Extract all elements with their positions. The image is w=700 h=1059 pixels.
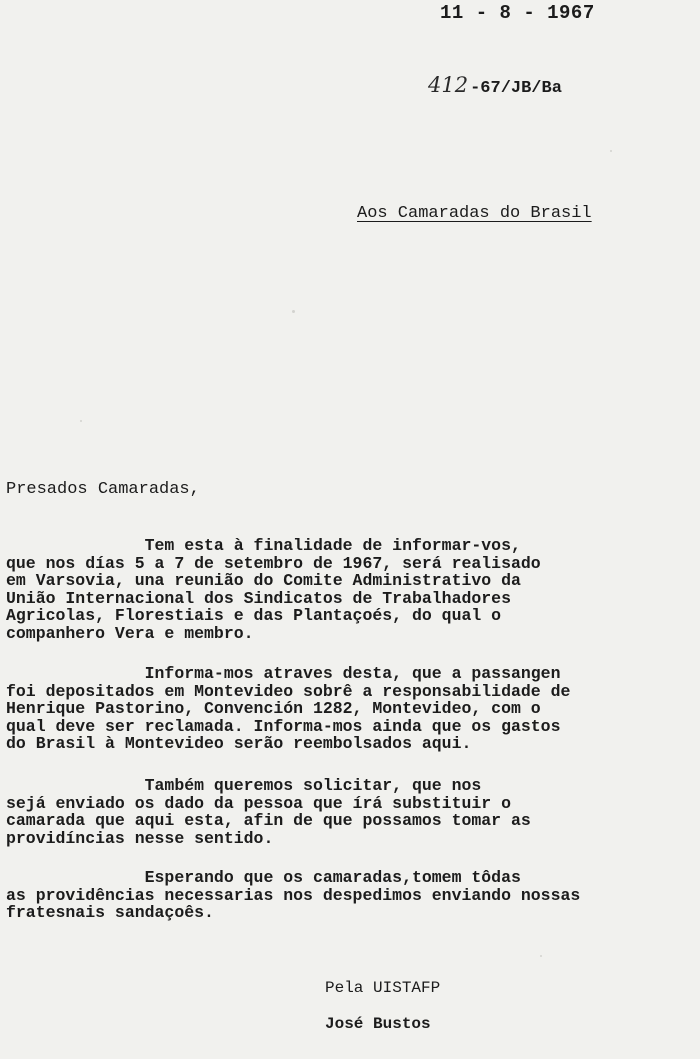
paragraph-line: União Internacional dos Sindicatos de Trabalhadores (6, 588, 511, 608)
paragraph-line: Agricolas, Florestiais e das Plantaçoés, do qual o (6, 606, 502, 625)
paragraph-line: providíncias nesse sentido. (6, 828, 274, 848)
paragraph-line: foi depositados em Montevideo sobrê a responsabilidade de (6, 681, 571, 701)
addressee-line: Aos Camaradas do Brasil (357, 204, 592, 223)
paragraph-3 (6, 777, 696, 847)
paragraph-line: Tem esta à finalidade de informar-vos, (6, 536, 521, 555)
letter-date: 11 - 8 - 1967 (440, 2, 595, 24)
paragraph-line: Também queremos solicitar, que nos (6, 776, 482, 795)
reference-number (428, 73, 562, 98)
signature-name: José Bustos (325, 1015, 431, 1033)
signature-organization: Pela UISTAFP (325, 979, 441, 997)
paper-speckle (610, 150, 612, 152)
paragraph-line: Informa-mos atraves desta, que a passangen (6, 664, 561, 683)
paragraph-line: Esperando que os camaradas,tomem tôdas (6, 868, 521, 887)
paragraph-2 (6, 665, 696, 753)
paragraph-line: as providências necessarias nos despedimos enviando nossas (6, 885, 581, 905)
paragraph-line: camarada que aqui esta, afin de que possamos tomar as (6, 811, 531, 830)
paragraph-line: que nos días 5 a 7 de setembro de 1967, será realisado (6, 553, 541, 573)
typed-reference: -67/JB/Ba (470, 79, 562, 98)
paragraph-line: Henrique Pastorino, Convención 1282, Montevideo, com o (6, 699, 541, 718)
paragraph-4 (6, 869, 696, 922)
paragraph-line: em Varsovia, una reunião do Comite Administrativo da (6, 571, 521, 590)
paragraph-line: qual deve ser reclamada. Informa-mos ainda que os gastos (6, 716, 561, 736)
paragraph-line: fratesnais sandaçoês. (6, 903, 214, 922)
paper-speckle (80, 420, 82, 422)
handwritten-reference: 412 (428, 73, 469, 97)
paper-speckle (540, 955, 542, 957)
salutation: Presados Camaradas, (6, 480, 200, 499)
paragraph-line: companhero Vera e membro. (6, 623, 254, 643)
paper-speckle (292, 310, 295, 313)
paragraph-line: sejá enviado os dado da pessoa que írá substituir o (6, 793, 511, 813)
paragraph-line: do Brasil à Montevideo serão reembolsados aqui. (6, 734, 472, 753)
paragraph-1 (6, 537, 696, 642)
